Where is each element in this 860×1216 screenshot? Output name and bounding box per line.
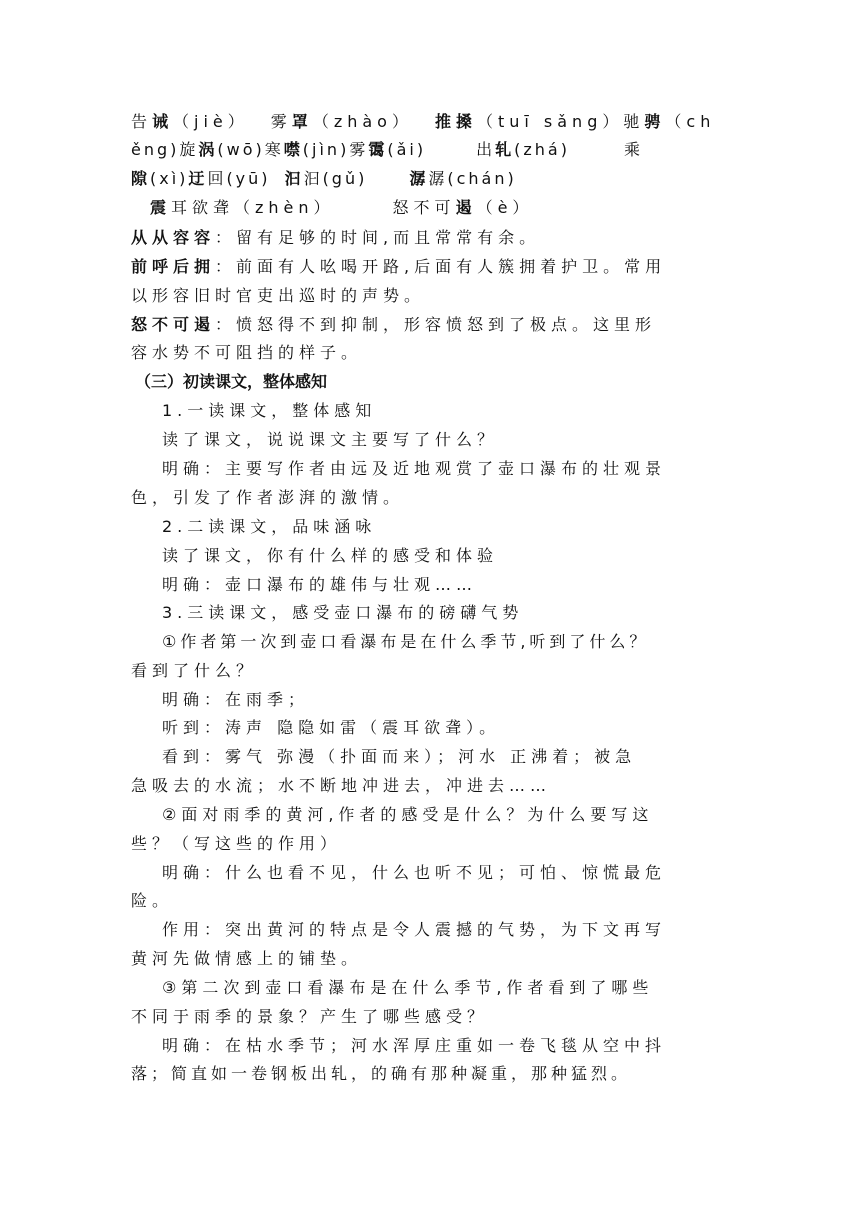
body-line: 1.一读课文，整体感知: [162, 401, 377, 420]
body-line: 读了课文，你有什么样的感受和体验: [162, 546, 499, 565]
vocab-item: 雾霭(ǎi): [349, 140, 427, 159]
vocab-item: 寒噤(jìn): [264, 140, 350, 159]
definition-term: 从从容容: [131, 228, 216, 247]
vocab-item: 迂回(yū): [188, 169, 271, 188]
body-line: 明确：在枯水季节；河水浑厚庄重如一卷飞毯从空中抖: [162, 1036, 667, 1055]
vocab-item: 推搡（tuī sǎng）: [434, 112, 624, 131]
body-line: 2.二读课文，品味涵咏: [162, 517, 377, 536]
vocab-item: 潺潺(chán): [409, 169, 517, 188]
vocab-item: 隙(xì): [131, 169, 189, 188]
body-line: 明确：在雨季；: [162, 690, 310, 709]
definition-2: [131, 257, 731, 279]
definition-2-cont: 以形容旧时官吏出巡时的声势。: [131, 286, 426, 305]
body-line: 黄河先做情感上的铺垫。: [131, 949, 363, 968]
definition-term: 怒不可遏: [131, 315, 216, 334]
vocab-row-2: [131, 140, 731, 162]
body-line: ③第二次到壶口看瀑布是在什么季节,作者看到了哪些: [162, 978, 654, 997]
body-line: 色，引发了作者澎湃的激情。: [131, 488, 405, 507]
definition-term: 前呼后拥: [131, 257, 216, 276]
body-line: 明确：壶口瀑布的雄伟与壮观……: [162, 575, 478, 594]
definition-3: [131, 315, 731, 337]
body-line: 3.三读课文，感受壶口瀑布的磅礴气势: [162, 603, 524, 622]
body-line: 落；简直如一卷钢板出轧，的确有那种凝重，那种猛烈。: [131, 1064, 632, 1083]
vocab-row-1: [131, 112, 731, 134]
vocab-row-3: [131, 169, 731, 191]
definition-1: [131, 228, 731, 250]
definition-text: ：前面有人吆喝开路,后面有人簇拥着护卫。常用: [215, 257, 667, 276]
body-line: ①作者第一次到壶口看瀑布是在什么季节,听到了什么？: [162, 632, 650, 651]
vocab-item: 乘: [623, 140, 643, 159]
body-line: 明确：什么也看不见，什么也听不见；可怕、惊慌最危: [162, 863, 667, 882]
vocab-item: 出轧(zhá): [476, 140, 570, 159]
body-line: 看到了什么？: [131, 661, 258, 680]
body-line: 明确：主要写作者由远及近地观赏了壶口瀑布的壮观景: [162, 459, 667, 478]
body-line: 险。: [131, 891, 174, 910]
vocab-item: 怒不可遏（è）: [392, 198, 534, 217]
vocab-item: ěng)旋涡(wō): [131, 140, 265, 159]
body-line: 些？（写这些的作用）: [131, 834, 342, 853]
vocab-item: 告诫（jiè）: [131, 112, 249, 131]
vocab-row-4: [150, 198, 750, 220]
definition-text: ：留有足够的时间,而且常常有余。: [215, 228, 541, 247]
vocab-item: 震耳欲聋（zhèn）: [150, 198, 335, 217]
body-line: ②面对雨季的黄河,作者的感受是什么？为什么要写这: [162, 805, 654, 824]
section-heading: （三）初读课文，整体感知: [135, 372, 328, 391]
vocab-item: 驰骋（ch: [623, 112, 716, 131]
body-line: 作用：突出黄河的特点是令人震撼的气势，为下文再写: [162, 920, 667, 939]
body-line: 急吸去的水流；水不断地冲进去，冲进去……: [131, 776, 552, 795]
definition-3-cont: 容水势不可阻挡的样子。: [131, 343, 363, 362]
body-line: 听到：涛声 隐隐如雷（震耳欲聋）。: [162, 718, 501, 737]
vocab-item: 汩汩(gǔ): [284, 169, 368, 188]
body-line: 读了课文，说说课文主要写了什么？: [162, 430, 499, 449]
vocab-item: 雾罩（zhào）: [270, 112, 413, 131]
body-line: 看到：雾气 弥漫（扑面而来）；河水 正沸着；被急: [162, 747, 637, 766]
body-line: 不同于雨季的景象？产生了哪些感受？: [131, 1007, 489, 1026]
definition-text: ：愤怒得不到抑制，形容愤怒到了极点。这里形: [215, 315, 657, 334]
